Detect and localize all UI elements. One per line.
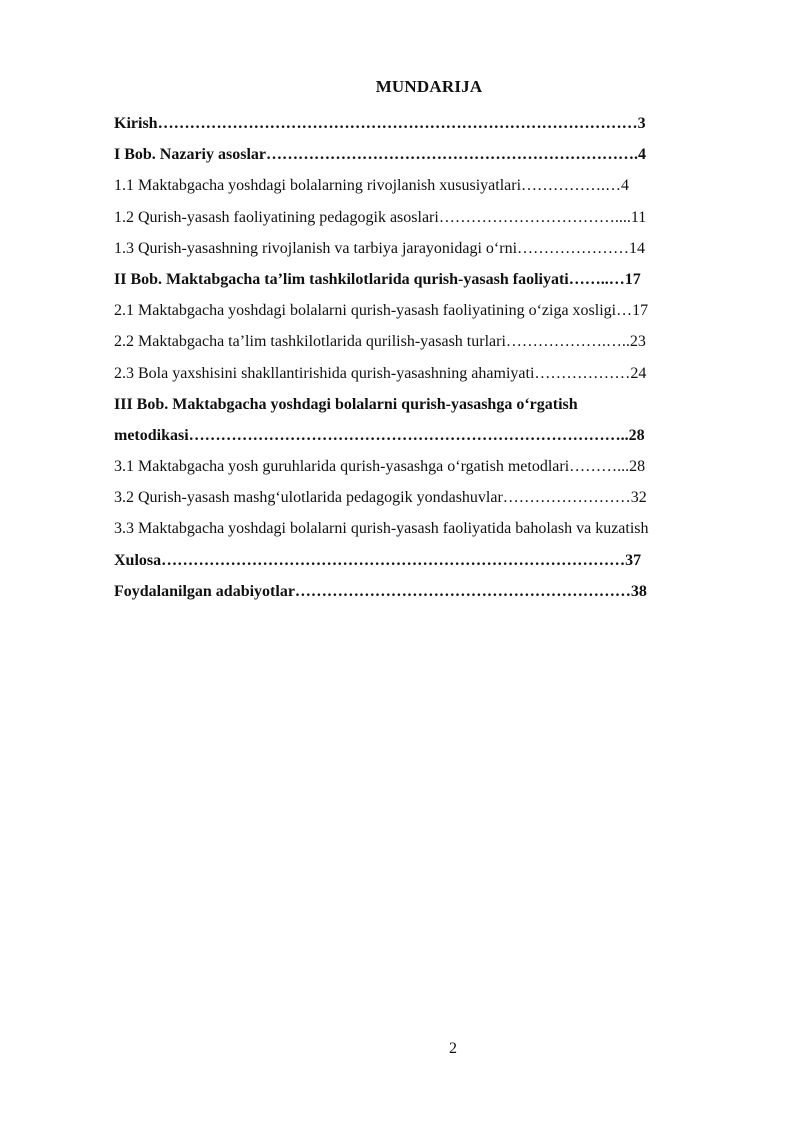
toc-entry-xulosa: Xulosa……………………………………………………………………………37: [114, 551, 642, 569]
table-of-contents: [114, 108, 742, 607]
toc-entry-section-3-1: 3.1 Maktabgacha yosh guruhlarida qurish-yasashga o‘rgatish metodlari………...28: [114, 458, 646, 476]
toc-entry-section-2-2: 2.2 Maktabgacha ta’lim tashkilotlarida qurilish-yasash turlari……………….…..23: [114, 333, 646, 351]
toc-entry-chapter-3-line-2: metodikasi………………………………………………………………………..28: [114, 426, 645, 444]
toc-entry-section-3-2: 3.2 Qurish-yasash mashg‘ulotlarida pedagogik yondashuvlar……………………32: [114, 489, 647, 507]
toc-entry-section-1-1: 1.1 Maktabgacha yoshdagi bolalarning rivojlanish xususiyatlari…………….…4: [114, 177, 630, 195]
page-number: 2: [449, 1040, 457, 1057]
toc-entry-section-2-1: 2.1 Maktabgacha yoshdagi bolalarni qurish-yasash faoliyatining o‘ziga xosligi…17: [114, 302, 649, 320]
toc-entry-chapter-2: II Bob. Maktabgacha ta’lim tashkilotlarida qurish-yasash faoliyati……..…17: [114, 270, 641, 288]
toc-entry-section-3-3: 3.3 Maktabgacha yoshdagi bolalarni qurish-yasash faoliyatida baholash va kuzatish: [114, 520, 649, 538]
toc-entry-section-1-2: 1.2 Qurish-yasash faoliyatining pedagogik asoslari……………………………....11: [114, 208, 647, 226]
toc-entry-section-1-3: 1.3 Qurish-yasashning rivojlanish va tarbiya jarayonidagi o‘rni…………………14: [114, 239, 646, 257]
toc-entry-chapter-1: I Bob. Nazariy asoslar…………………………………………………………….4: [114, 146, 646, 164]
page-title: MUNDARIJA: [375, 77, 483, 96]
toc-entry-section-2-3: 2.3 Bola yaxshisini shakllantirishida qurish-yasashning ahamiyati………………24: [114, 364, 647, 382]
toc-entry-adabiyotlar: Foydalanilgan adabiyotlar………………………………………………………38: [114, 582, 647, 600]
toc-entry-chapter-3-line-1: III Bob. Maktabgacha yoshdagi bolalarni qurish-yasashga o‘rgatish: [114, 395, 578, 413]
toc-entry-kirish: Kirish………………………………………………………………………………3: [114, 115, 646, 132]
